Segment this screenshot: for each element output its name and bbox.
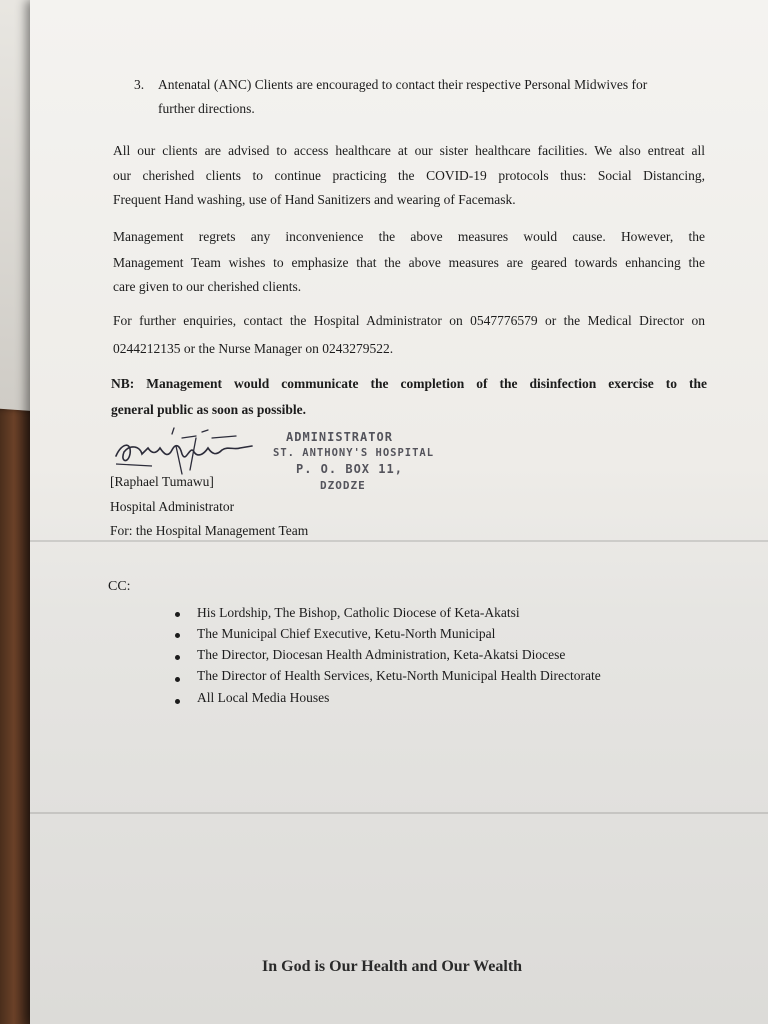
signatory-title: Hospital Administrator — [110, 499, 235, 514]
bullet-icon — [175, 612, 180, 617]
para3-line1: For further enquiries, contact the Hospital Administrator on 0547776579 or the Medical Director on — [113, 313, 705, 328]
signatory-for: For: the Hospital Management Team — [110, 523, 309, 538]
para2-line3: care given to our cherished clients. — [113, 279, 302, 294]
cc-item: All Local Media Houses — [197, 690, 330, 705]
para1-line2: our cherished clients to continue practicing the COVID-19 protocols thus: Social Distancing, — [113, 168, 705, 183]
cc-item: The Municipal Chief Executive, Ketu-North Municipal — [197, 626, 496, 641]
item3-line1: Antenatal (ANC) Clients are encouraged to contact their respective Personal Midwives for — [158, 77, 648, 92]
bullet-icon — [175, 677, 180, 682]
item3-line2: further directions. — [158, 101, 255, 116]
bullet-icon — [175, 633, 180, 638]
para1-line1: All our clients are advised to access healthcare at our sister healthcare facilities. We also entreat all — [113, 143, 705, 158]
stamp-line1: ADMINISTRATOR — [286, 430, 393, 444]
list-number: 3. — [134, 77, 145, 92]
nb-line2: general public as soon as possible. — [111, 402, 307, 417]
stamp-line4: DZODZE — [320, 479, 366, 492]
para1-line3: Frequent Hand washing, use of Hand Sanitizers and wearing of Facemask. — [113, 192, 516, 207]
nb-line1: NB: Management would communicate the completion of the disinfection exercise to the — [111, 376, 707, 391]
bullet-icon — [175, 655, 180, 660]
cc-item: The Director, Diocesan Health Administration, Keta-Akatsi Diocese — [197, 647, 566, 662]
footer-motto: In God is Our Health and Our Wealth — [262, 958, 523, 975]
para2-line1: Management regrets any inconvenience the above measures would cause. However, the — [113, 229, 705, 244]
cc-item: His Lordship, The Bishop, Catholic Diocese of Keta-Akatsi — [197, 605, 520, 620]
stamp-line3: P. O. BOX 11, — [296, 462, 403, 476]
cc-item: The Director of Health Services, Ketu-North Municipal Health Directorate — [197, 668, 601, 683]
handwritten-signature — [112, 424, 262, 478]
signatory-name: [Raphael Tumawu] — [110, 474, 214, 489]
cc-label: CC: — [108, 579, 131, 594]
para3-line2: 0244212135 or the Nurse Manager on 0243279522. — [113, 341, 394, 356]
bullet-icon — [175, 699, 180, 704]
para2-line2: Management Team wishes to emphasize that the above measures are geared towards enhancing the — [113, 255, 705, 270]
stamp-line2: ST. ANTHONY'S HOSPITAL — [273, 447, 435, 459]
